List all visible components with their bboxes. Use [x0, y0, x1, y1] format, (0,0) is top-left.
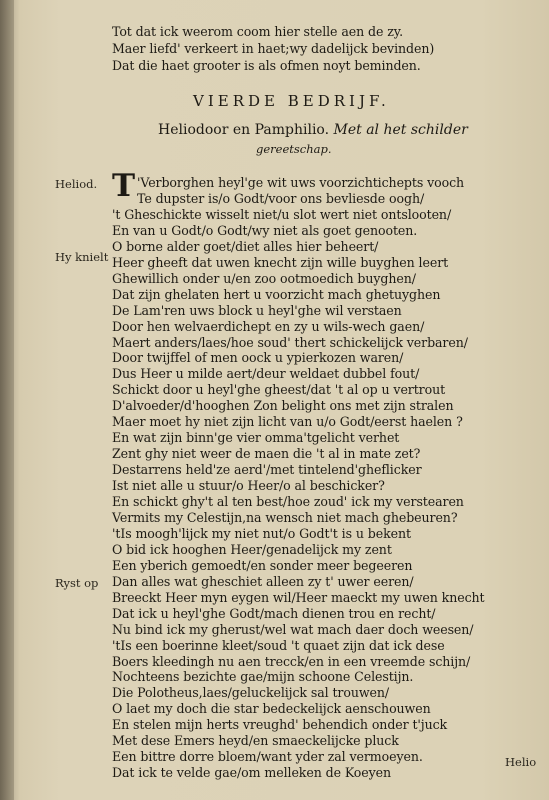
verse-line: Zent ghy niet weer de maen die 't al in mate zet? [112, 446, 421, 462]
verse-line: Ghewillich onder u/en zoo ootmoedich buyghen/ [112, 270, 416, 286]
verse-line: Dat ick te velde gae/om melleken de Koeyen [112, 765, 392, 781]
scene-heading [158, 122, 468, 138]
verse-line: 'tIs een boerinne kleet/soud 't quaet zijn dat ick dese [112, 637, 445, 653]
verse-line: Een bittre dorre bloem/want yder zal vermoeyen. [112, 749, 423, 765]
verse-line: O laet my doch die star bedeckelijck aenschouwen [112, 701, 431, 717]
verse-line: Vermits my Celestijn,na wensch niet mach ghebeuren? [112, 509, 458, 525]
speaker-heliod: Heliod. [55, 177, 98, 191]
verse-line: Die Polotheus,laes/geluckelijck sal trouwen/ [112, 685, 390, 701]
verse-line: Ist niet alle u stuur/o Heer/o al beschicker? [112, 478, 385, 494]
verse-line: Te dupster is/o Godt/voor ons bevliesde oogh/ [137, 190, 425, 206]
verse-line: Breeckt Heer myn eygen wil/Heer maeckt my uwen knecht [112, 589, 485, 605]
verse-line: 'tIs moogh'lijck my niet nut/o Godt't is u bekent [112, 525, 411, 541]
verse-line: Heer gheeft dat uwen knecht zijn wille buyghen leert [112, 254, 449, 270]
verse-line: Door hen welvaerdichept en zy u wils-wech gaen/ [112, 318, 425, 334]
drop-cap: T [112, 168, 136, 204]
act-heading: VIERDE BEDRIJF. [193, 92, 390, 110]
verse-line: D'alvoeder/d'hooghen Zon belight ons met zijn stralen [112, 398, 454, 414]
verse-line: Met dese Emers heyd/en smaeckelijcke pluck [112, 733, 399, 749]
verse-line: En van u Godt/o Godt/wy niet als goet genooten. [112, 222, 418, 238]
scene-direction: Met al het schilder [333, 122, 468, 138]
top-line-1: Tot dat ick weerom coom hier stelle aen de zy. [112, 24, 403, 39]
top-line-2: Maer liefd' verkeert in haet;wy dadelijck bevinden) [112, 41, 435, 56]
verse-line: Destarrens held'ze aerd'/met tintelend'gheflicker [112, 462, 422, 478]
verse-line: En schickt ghy't al ten best/hoe zoud' ick my verstearen [112, 494, 464, 509]
verse-line: Dat zijn ghelaten hert u voorzicht mach ghetuyghen [112, 286, 441, 302]
verse-line: Maert anders/laes/hoe soud' thert schickelijck verbaren/ [112, 334, 468, 350]
verse-line: De Lam'ren uws block u heyl'ghe wil verstaen [112, 302, 402, 318]
top-line-3: Dat die haet grooter is als ofmen noyt beminden. [112, 58, 421, 73]
verse-line: Dat ick u heyl'ghe Godt/mach dienen trou en recht/ [112, 605, 436, 621]
verse-line: En stelen mijn herts vreughd' behendich onder t'juck [112, 717, 448, 733]
book-spine-shadow [0, 0, 14, 800]
scene-direction-continued: gereetschap. [256, 142, 332, 156]
stage-direction-rystop: Ryst op [55, 576, 99, 590]
verse-line: Boers kleedingh nu aen trecck/en in een vreemde schijn/ [112, 653, 471, 669]
scene-persons: Heliodoor en Pamphilio. [158, 122, 330, 138]
verse-line: O borne alder goet/diet alles hier beheert/ [112, 238, 379, 254]
verse-line: Nochteens bezichte gae/mijn schoone Celestijn. [112, 669, 414, 685]
verse-line: O bid ick hooghen Heer/genadelijck my zent [112, 541, 392, 557]
stage-direction-knielt: Hy knielt [55, 250, 109, 264]
verse-line: 'Verborghen heyl'ge wit uws voorzichtichepts vooch [137, 175, 465, 190]
verse-line: Nu bind ick my gherust/wel wat mach daer doch weesen/ [112, 621, 474, 637]
catchword: Helio [505, 755, 537, 769]
verse-line: En wat zijn binn'ge vier omma'tgelicht verhet [112, 430, 400, 446]
verse-line: 't Gheschickte wisselt niet/u slot wert niet ontslooten/ [112, 206, 452, 222]
verse-line: Een yberich gemoedt/en sonder meer begeeren [112, 557, 413, 573]
verse-line: Schickt door u heyl'ghe gheest/dat 't al op u vertrout [112, 382, 446, 398]
verse-line: Maer moet hy niet zijn licht van u/o Godt/eerst haelen ? [112, 414, 463, 430]
verse-line: Dus Heer u milde aert/deur weldaet dubbel fout/ [112, 366, 420, 382]
verse-line: Dan alles wat gheschiet alleen zy t' uwer eeren/ [112, 573, 414, 589]
verse-line: Door twijffel of men oock u ypierkozen waren/ [112, 350, 404, 366]
